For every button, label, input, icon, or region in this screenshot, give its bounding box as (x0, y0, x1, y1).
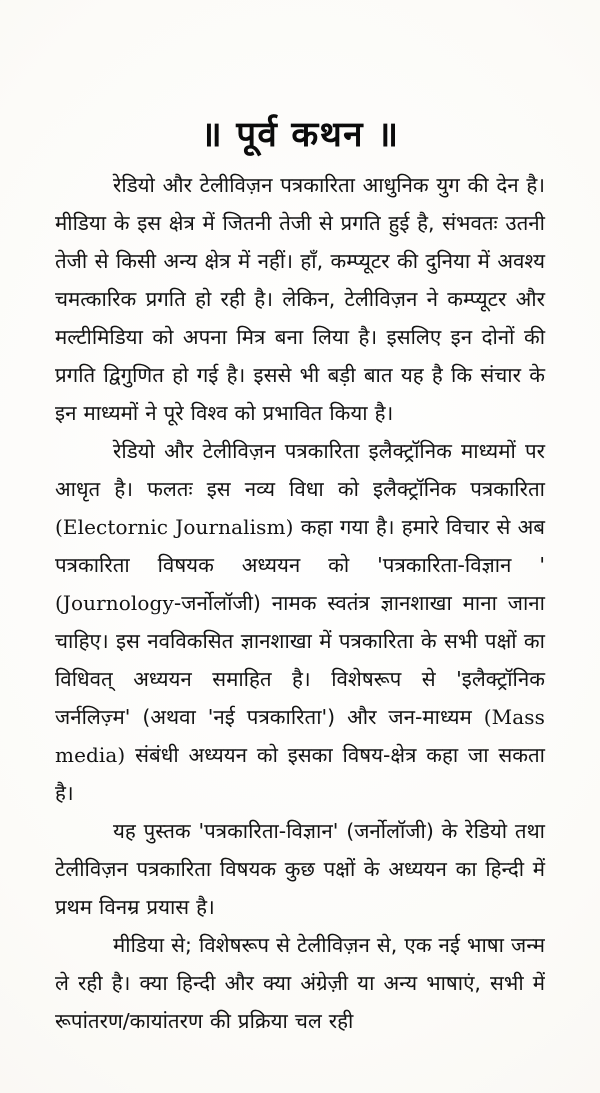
paragraph-2-segment-3: -जर्नोलॉजी) नामक स्वतंत्र ज्ञानशाखा माना जाना चाहिए। इस नवविकसित ज्ञानशाखा में पत्रकारिता के सभी पक्षों का विधिवत् अध्ययन समाहित है। विशेषरूप से 'इलैक्ट्रॉनिक जर्नलिज़्म' (अथवा 'नई पत्रकारिता') और जन-माध्यम (55, 591, 545, 729)
paragraph-1: रेडियो और टेलीविज़न पत्रकारिता आधुनिक युग की देन है। मीडिया के इस क्षेत्र में जितनी तेजी से प्रगति हुई है, संभवतः उतनी तेजी से किसी अन्य क्षेत्र में नहीं। हाँ, कम्प्यूटर की दुनिया में अवश्य चमत्कारिक प्रगति हो रही है। लेकिन, टेलीविज़न ने कम्प्यूटर और मल्टीमिडिया को अपना मित्र बना लिया है। इसलिए इन दोनों की प्रगति द्विगुणित हो गई है। इससे भी बड़ी बात यह है कि संचार के इन माध्यमों ने पूरे विश्व को प्रभावित किया है। (55, 173, 545, 425)
paragraph-3: यह पुस्तक 'पत्रकारिता-विज्ञान' (जर्नोलॉजी) के रेडियो तथा टेलीविज़न पत्रकारिता विषयक कुछ पक्षों के अध्ययन का हिन्दी में प्रथम विनम्र प्रयास है। (55, 819, 545, 919)
page-content-area (55, 0, 545, 1093)
paragraph-4: मीडिया से; विशेषरूप से टेलीविज़न से, एक नई भाषा जन्म ले रही है। क्या हिन्दी और क्या अंग्रेज़ी या अन्य भाषाएं, सभी में रूपांतरण/कायांतरण की प्रक्रिया चल रही (55, 933, 545, 1033)
paragraph-2-segment-1: रेडियो और टेलीविज़न पत्रकारिता इलैक्ट्रॉनिक माध्यमों पर आधृत है। फलतः इस नव्य विधा को इलैक्ट्रॉनिक पत्रकारिता (55, 439, 545, 501)
paragraph-2-segment-2: कहा गया है। हमारे विचार से अब पत्रकारिता विषयक अध्ययन को 'पत्रकारिता-विज्ञान ' (55, 515, 545, 577)
paragraph-2 (55, 432, 545, 812)
latin-term-electronic-journalism: (Electornic Journalism) (55, 515, 294, 539)
latin-term-mass-media: (Mass media) (55, 705, 545, 767)
latin-term-journology: (Journology (55, 591, 174, 615)
body-text-block (55, 166, 545, 1040)
paragraph-2-segment-4: संबंधी अध्ययन को इसका विषय-क्षेत्र कहा जा सकता है। (55, 743, 545, 805)
page-title: ॥ पूर्व कथन ॥ (200, 115, 400, 156)
